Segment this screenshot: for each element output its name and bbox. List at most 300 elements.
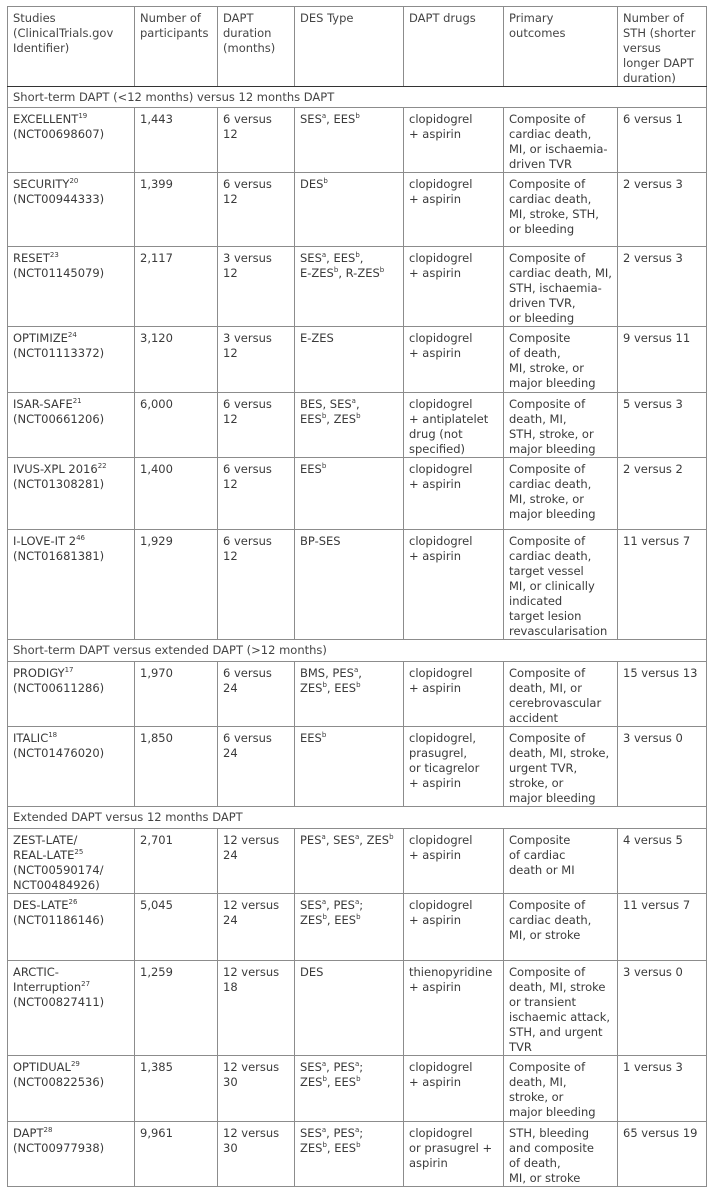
study-cell bbox=[8, 829, 135, 894]
des-type-text: ; ZES bbox=[300, 1060, 364, 1089]
dapt-drugs-value: clopidogrel + aspirin bbox=[409, 112, 473, 141]
header-sth: Number of STH (shorter versus longer DAPT duration) bbox=[618, 7, 707, 87]
footnote-marker bbox=[356, 1075, 360, 1083]
reference-number: 17 bbox=[64, 666, 74, 674]
sth-value: 6 versus 1 bbox=[623, 112, 683, 126]
section-row bbox=[8, 640, 707, 662]
sth-cell bbox=[618, 961, 707, 1056]
study-name: SECURITY bbox=[13, 177, 70, 191]
reference-number: 21 bbox=[72, 397, 82, 405]
reference-superscript bbox=[78, 112, 87, 120]
footnote-marker bbox=[356, 913, 360, 921]
section-title bbox=[8, 640, 707, 662]
primary-outcomes-value: Composite of death, MI, STH, stroke, or major bleeding bbox=[509, 397, 596, 456]
duration-cell bbox=[218, 173, 295, 247]
header-row bbox=[8, 7, 707, 87]
duration-cell bbox=[218, 662, 295, 727]
footnote-letter: b bbox=[333, 266, 339, 274]
footnote-letter: b bbox=[322, 913, 327, 921]
section-row bbox=[8, 807, 707, 829]
footnote-letter: a bbox=[321, 1060, 327, 1068]
dapt-drugs-value: clopidogrel + aspirin bbox=[409, 898, 473, 927]
participants-cell bbox=[135, 458, 218, 530]
reference-superscript bbox=[73, 397, 82, 405]
trial-identifier: (NCT00611286) bbox=[13, 681, 105, 695]
primary-outcomes-cell bbox=[504, 662, 618, 727]
des-type-text: E-ZES bbox=[300, 331, 334, 345]
footnote-letter: b bbox=[356, 1075, 361, 1083]
table-row bbox=[8, 829, 707, 894]
des-type-cell bbox=[295, 173, 404, 247]
footnote-letter: b bbox=[321, 462, 327, 470]
participants-value: 5,045 bbox=[140, 898, 173, 912]
trial-identifier: (NCT01681381) bbox=[13, 549, 105, 563]
primary-outcomes-value: Composite of death, MI, or cerebrovascular accident bbox=[509, 666, 602, 725]
sth-value: 2 versus 3 bbox=[623, 177, 683, 191]
reference-superscript bbox=[76, 534, 85, 542]
sth-cell bbox=[618, 662, 707, 727]
sth-value: 4 versus 5 bbox=[623, 833, 683, 847]
footnote-letter: b bbox=[379, 266, 385, 274]
footnote-letter: a bbox=[321, 898, 327, 906]
footnote-letter: b bbox=[322, 681, 327, 689]
study-cell bbox=[8, 662, 135, 727]
study-name: PRODIGY bbox=[13, 666, 65, 680]
des-type-text: SES bbox=[300, 251, 322, 265]
participants-value: 1,400 bbox=[140, 462, 173, 476]
reference-superscript bbox=[74, 848, 83, 856]
study-cell bbox=[8, 1056, 135, 1122]
sth-cell bbox=[618, 530, 707, 640]
participants-value: 1,385 bbox=[140, 1060, 173, 1074]
table-row bbox=[8, 393, 707, 458]
primary-outcomes-value: Composite of death, MI, stroke, or major bleeding bbox=[509, 1060, 596, 1119]
footnote-marker bbox=[322, 462, 326, 470]
des-type-cell bbox=[295, 108, 404, 173]
section-title-text: Extended DAPT versus 12 months DAPT bbox=[13, 810, 243, 824]
table-row bbox=[8, 327, 707, 393]
header-studies: Studies (ClinicalTrials.gov Identifier) bbox=[8, 7, 135, 87]
study-name: DES-LATE bbox=[13, 898, 69, 912]
des-type-cell bbox=[295, 458, 404, 530]
participants-cell bbox=[135, 247, 218, 327]
reference-number: 20 bbox=[69, 177, 79, 185]
reference-superscript bbox=[65, 666, 74, 674]
dapt-drugs-cell bbox=[404, 108, 504, 173]
participants-cell bbox=[135, 108, 218, 173]
primary-outcomes-cell bbox=[504, 247, 618, 327]
primary-outcomes-value: Composite of cardiac death, MI, stroke, or major bleeding bbox=[509, 462, 596, 521]
study-name: DAPT bbox=[13, 1126, 44, 1140]
duration-value: 6 versus 24 bbox=[223, 731, 272, 760]
table-row bbox=[8, 1056, 707, 1122]
des-type-text: , R-ZES bbox=[338, 266, 380, 280]
study-cell bbox=[8, 727, 135, 807]
table-row bbox=[8, 247, 707, 327]
reference-number: 28 bbox=[43, 1126, 53, 1134]
des-type-cell bbox=[295, 727, 404, 807]
des-type-cell bbox=[295, 829, 404, 894]
primary-outcomes-cell bbox=[504, 961, 618, 1056]
reference-superscript bbox=[69, 177, 78, 185]
primary-outcomes-cell bbox=[504, 458, 618, 530]
duration-value: 6 versus 12 bbox=[223, 462, 272, 491]
sth-cell bbox=[618, 247, 707, 327]
dapt-drugs-value: clopidogrel + aspirin bbox=[409, 251, 473, 280]
des-type-cell bbox=[295, 530, 404, 640]
des-type-cell bbox=[295, 1122, 404, 1187]
footnote-marker bbox=[322, 731, 326, 739]
des-type-cell bbox=[295, 327, 404, 393]
primary-outcomes-cell bbox=[504, 108, 618, 173]
duration-cell bbox=[218, 1122, 295, 1187]
des-type-text: BES, SES bbox=[300, 397, 352, 411]
footnote-letter: a bbox=[354, 1060, 360, 1068]
table-row bbox=[8, 662, 707, 727]
study-name: I-LOVE-IT 2 bbox=[13, 534, 77, 548]
sth-value: 3 versus 0 bbox=[623, 731, 683, 745]
primary-outcomes-cell bbox=[504, 894, 618, 961]
duration-cell bbox=[218, 327, 295, 393]
participants-value: 3,120 bbox=[140, 331, 173, 345]
dapt-drugs-value: thienopyridine + aspirin bbox=[409, 965, 493, 994]
section-title-text: Short-term DAPT (<12 months) versus 12 months DAPT bbox=[13, 90, 335, 104]
duration-value: 6 versus 12 bbox=[223, 534, 272, 563]
sth-value: 2 versus 2 bbox=[623, 462, 683, 476]
study-name: RESET bbox=[13, 251, 50, 265]
des-type-text: , SES bbox=[325, 833, 355, 847]
duration-value: 12 versus 24 bbox=[223, 833, 280, 862]
des-type-text: DES bbox=[300, 177, 324, 191]
des-type-text: SES bbox=[300, 898, 322, 912]
des-type-text: , EES bbox=[326, 1075, 357, 1089]
sth-cell bbox=[618, 1056, 707, 1122]
trial-identifier: (NCT01145079) bbox=[13, 266, 105, 280]
table-row bbox=[8, 961, 707, 1056]
duration-cell bbox=[218, 829, 295, 894]
des-type-text: , E-ZES bbox=[300, 251, 364, 280]
table-row bbox=[8, 530, 707, 640]
reference-number: 24 bbox=[67, 331, 77, 339]
section-title bbox=[8, 87, 707, 108]
reference-number: 23 bbox=[49, 251, 59, 259]
des-type-text: PES bbox=[300, 833, 322, 847]
sth-cell bbox=[618, 1122, 707, 1187]
duration-cell bbox=[218, 108, 295, 173]
participants-cell bbox=[135, 327, 218, 393]
primary-outcomes-cell bbox=[504, 173, 618, 247]
participants-value: 1,970 bbox=[140, 666, 173, 680]
header-duration: DAPT duration (months) bbox=[218, 7, 295, 87]
dapt-drugs-value: clopidogrel + aspirin bbox=[409, 534, 473, 563]
des-type-text: , EES bbox=[326, 681, 357, 695]
des-type-text: , PES bbox=[326, 1060, 355, 1074]
study-name: EXCELLENT bbox=[13, 112, 79, 126]
footnote-marker bbox=[356, 1141, 360, 1149]
duration-value: 6 versus 12 bbox=[223, 112, 272, 141]
sth-value: 65 versus 19 bbox=[623, 1126, 698, 1140]
dapt-drugs-cell bbox=[404, 727, 504, 807]
sth-cell bbox=[618, 393, 707, 458]
study-name: OPTIDUAL bbox=[13, 1060, 71, 1074]
table-row bbox=[8, 1122, 707, 1187]
sth-value: 1 versus 3 bbox=[623, 1060, 683, 1074]
reference-number: 27 bbox=[81, 980, 91, 988]
primary-outcomes-cell bbox=[504, 327, 618, 393]
footnote-letter: b bbox=[322, 1141, 327, 1149]
reference-number: 26 bbox=[68, 898, 78, 906]
footnote-letter: b bbox=[356, 412, 361, 420]
dapt-drugs-value: clopidogrel + aspirin bbox=[409, 462, 473, 491]
primary-outcomes-cell bbox=[504, 393, 618, 458]
footnote-letter: a bbox=[321, 833, 326, 841]
trial-identifier: (NCT00944333) bbox=[13, 192, 105, 206]
footnote-marker bbox=[356, 412, 360, 420]
des-type-text: SES bbox=[300, 1060, 322, 1074]
table-row bbox=[8, 108, 707, 173]
des-type-text: , EES bbox=[326, 1141, 357, 1155]
dapt-drugs-cell bbox=[404, 458, 504, 530]
study-name: OPTIMIZE bbox=[13, 331, 68, 345]
sth-value: 9 versus 11 bbox=[623, 331, 691, 345]
reference-superscript bbox=[71, 1060, 80, 1068]
participants-cell bbox=[135, 173, 218, 247]
section-row bbox=[8, 87, 707, 108]
reference-superscript bbox=[98, 462, 107, 470]
study-cell bbox=[8, 108, 135, 173]
duration-cell bbox=[218, 530, 295, 640]
footnote-letter: a bbox=[354, 898, 360, 906]
dapt-drugs-cell bbox=[404, 894, 504, 961]
participants-value: 1,929 bbox=[140, 534, 173, 548]
trial-identifier: (NCT00590174/ NCT00484926) bbox=[13, 863, 104, 892]
dapt-drugs-cell bbox=[404, 1056, 504, 1122]
dapt-drugs-cell bbox=[404, 829, 504, 894]
des-type-text: BMS, PES bbox=[300, 666, 354, 680]
reference-number: 25 bbox=[74, 848, 84, 856]
study-cell bbox=[8, 173, 135, 247]
footnote-letter: b bbox=[355, 112, 360, 120]
footnote-letter: a bbox=[321, 112, 327, 120]
dapt-drugs-value: clopidogrel + antiplatelet drug (not specified) bbox=[409, 397, 489, 456]
trial-identifier: (NCT00977938) bbox=[13, 1141, 105, 1155]
study-cell bbox=[8, 961, 135, 1056]
header-des-type: DES Type bbox=[295, 7, 404, 87]
primary-outcomes-value: Composite of death, MI, stroke, urgent TVR, stroke, or major bleeding bbox=[509, 731, 610, 805]
duration-value: 12 versus 18 bbox=[223, 965, 280, 994]
des-type-cell bbox=[295, 961, 404, 1056]
sth-cell bbox=[618, 829, 707, 894]
participants-cell bbox=[135, 727, 218, 807]
footnote-letter: a bbox=[321, 1126, 327, 1134]
dapt-drugs-value: clopidogrel, prasugrel, or ticagrelor + aspirin bbox=[409, 731, 480, 790]
participants-cell bbox=[135, 662, 218, 727]
participants-value: 1,399 bbox=[140, 177, 173, 191]
footnote-letter: b bbox=[355, 251, 360, 259]
duration-cell bbox=[218, 1056, 295, 1122]
dapt-drugs-value: clopidogrel or prasugrel + aspirin bbox=[409, 1126, 493, 1170]
dapt-drugs-value: clopidogrel + aspirin bbox=[409, 1060, 473, 1089]
table-row bbox=[8, 173, 707, 247]
des-type-cell bbox=[295, 662, 404, 727]
des-type-cell bbox=[295, 247, 404, 327]
primary-outcomes-value: Composite of cardiac death or MI bbox=[509, 833, 575, 877]
primary-outcomes-cell bbox=[504, 727, 618, 807]
participants-cell bbox=[135, 393, 218, 458]
footnote-marker bbox=[389, 833, 393, 841]
duration-cell bbox=[218, 458, 295, 530]
duration-value: 3 versus 12 bbox=[223, 331, 272, 360]
footnote-letter: a bbox=[355, 833, 360, 841]
dapt-drugs-value: clopidogrel + aspirin bbox=[409, 833, 473, 862]
des-type-text: , ZES bbox=[326, 412, 357, 426]
table-body bbox=[8, 87, 707, 1187]
study-name: ARCTIC- Interruption bbox=[13, 965, 82, 994]
table-row bbox=[8, 727, 707, 807]
section-title bbox=[8, 807, 707, 829]
reference-superscript bbox=[81, 980, 90, 988]
des-type-text: , EES bbox=[326, 913, 357, 927]
footnote-marker bbox=[323, 177, 327, 185]
sth-cell bbox=[618, 727, 707, 807]
sth-cell bbox=[618, 458, 707, 530]
participants-value: 1,850 bbox=[140, 731, 173, 745]
sth-value: 5 versus 3 bbox=[623, 397, 683, 411]
duration-value: 6 versus 24 bbox=[223, 666, 272, 695]
dapt-trials-table bbox=[7, 6, 707, 1187]
des-type-text: , ZES bbox=[359, 833, 390, 847]
study-name: IVUS-XPL 2016 bbox=[13, 462, 98, 476]
footnote-letter: b bbox=[323, 177, 328, 185]
dapt-drugs-cell bbox=[404, 327, 504, 393]
header-dapt-drugs: DAPT drugs bbox=[404, 7, 504, 87]
trial-identifier: (NCT00827411) bbox=[13, 995, 105, 1009]
dapt-drugs-cell bbox=[404, 1122, 504, 1187]
primary-outcomes-value: Composite of cardiac death, MI, or ischaemia- driven TVR bbox=[509, 112, 608, 171]
dapt-drugs-cell bbox=[404, 530, 504, 640]
footnote-letter: b bbox=[389, 833, 394, 841]
des-type-text: EES bbox=[300, 731, 322, 745]
sth-cell bbox=[618, 108, 707, 173]
participants-value: 2,117 bbox=[140, 251, 173, 265]
des-type-text: SES bbox=[300, 1126, 322, 1140]
study-name: ISAR-SAFE bbox=[13, 397, 73, 411]
reference-superscript bbox=[50, 251, 59, 259]
primary-outcomes-value: Composite of cardiac death, target vessel MI, or clinically indicated target lesion revascularisation bbox=[509, 534, 608, 638]
footnote-letter: a bbox=[354, 1126, 360, 1134]
footnote-letter: a bbox=[351, 397, 356, 405]
duration-value: 12 versus 24 bbox=[223, 898, 280, 927]
participants-value: 2,701 bbox=[140, 833, 173, 847]
participants-value: 1,259 bbox=[140, 965, 173, 979]
study-cell bbox=[8, 1122, 135, 1187]
trial-identifier: (NCT01476020) bbox=[13, 746, 105, 760]
study-cell bbox=[8, 458, 135, 530]
sth-cell bbox=[618, 173, 707, 247]
study-cell bbox=[8, 530, 135, 640]
participants-value: 9,961 bbox=[140, 1126, 173, 1140]
study-cell bbox=[8, 247, 135, 327]
des-type-text: , ZES bbox=[300, 666, 362, 695]
dapt-drugs-value: clopidogrel + aspirin bbox=[409, 177, 473, 206]
trial-identifier: (NCT00698607) bbox=[13, 127, 105, 141]
primary-outcomes-cell bbox=[504, 829, 618, 894]
primary-outcomes-value: Composite of death, MI, stroke, or major bleeding bbox=[509, 331, 596, 390]
trial-identifier: (NCT00661206) bbox=[13, 412, 105, 426]
footnote-letter: b bbox=[321, 412, 327, 420]
dapt-drugs-cell bbox=[404, 662, 504, 727]
footnote-marker bbox=[380, 266, 384, 274]
duration-cell bbox=[218, 727, 295, 807]
sth-value: 11 versus 7 bbox=[623, 898, 691, 912]
primary-outcomes-value: STH, bleeding and composite of death, MI, or stroke bbox=[509, 1126, 594, 1185]
des-type-text: , EES bbox=[326, 251, 356, 265]
header-primary-outcomes: Primary outcomes bbox=[504, 7, 618, 87]
primary-outcomes-value: Composite of cardiac death, MI, stroke, STH, or bleeding bbox=[509, 177, 599, 236]
study-name: ZEST-LATE/ REAL-LATE bbox=[13, 833, 78, 862]
footnote-letter: b bbox=[356, 913, 361, 921]
study-cell bbox=[8, 327, 135, 393]
section-title-text: Short-term DAPT versus extended DAPT (>12 months) bbox=[13, 643, 327, 657]
duration-value: 3 versus 12 bbox=[223, 251, 272, 280]
participants-value: 6,000 bbox=[140, 397, 173, 411]
study-cell bbox=[8, 393, 135, 458]
study-name: ITALIC bbox=[13, 731, 49, 745]
des-type-text: , PES bbox=[326, 898, 355, 912]
des-type-text: , EES bbox=[326, 112, 356, 126]
footnote-letter: b bbox=[356, 681, 361, 689]
duration-value: 12 versus 30 bbox=[223, 1126, 280, 1155]
reference-number: 18 bbox=[48, 731, 58, 739]
reference-number: 19 bbox=[78, 112, 88, 120]
duration-cell bbox=[218, 961, 295, 1056]
primary-outcomes-cell bbox=[504, 1056, 618, 1122]
participants-cell bbox=[135, 530, 218, 640]
reference-superscript bbox=[48, 731, 57, 739]
footnote-letter: b bbox=[322, 1075, 327, 1083]
footnote-letter: b bbox=[356, 1141, 361, 1149]
sth-cell bbox=[618, 894, 707, 961]
des-type-text: BP-SES bbox=[300, 534, 341, 548]
des-type-text: , EES bbox=[300, 397, 360, 426]
participants-cell bbox=[135, 961, 218, 1056]
sth-value: 3 versus 0 bbox=[623, 965, 683, 979]
duration-cell bbox=[218, 894, 295, 961]
des-type-text: , PES bbox=[326, 1126, 355, 1140]
reference-number: 29 bbox=[70, 1060, 80, 1068]
sth-value: 11 versus 7 bbox=[623, 534, 691, 548]
participants-cell bbox=[135, 1122, 218, 1187]
participants-cell bbox=[135, 894, 218, 961]
sth-value: 2 versus 3 bbox=[623, 251, 683, 265]
reference-superscript bbox=[68, 331, 77, 339]
dapt-drugs-cell bbox=[404, 247, 504, 327]
footnote-marker bbox=[356, 681, 360, 689]
primary-outcomes-value: Composite of cardiac death, MI, STH, ischaemia- driven TVR, or bleeding bbox=[509, 251, 612, 325]
table-row bbox=[8, 458, 707, 530]
header-participants: Number of participants bbox=[135, 7, 218, 87]
trial-identifier: (NCT01113372) bbox=[13, 346, 105, 360]
des-type-text: ; ZES bbox=[300, 898, 364, 927]
duration-value: 6 versus 12 bbox=[223, 397, 272, 426]
table-row bbox=[8, 894, 707, 961]
trial-identifier: (NCT01186146) bbox=[13, 913, 105, 927]
duration-value: 12 versus 30 bbox=[223, 1060, 280, 1089]
primary-outcomes-value: Composite of death, MI, stroke or transient ischaemic attack, STH, and urgent TVR bbox=[509, 965, 611, 1054]
trial-identifier: (NCT01308281) bbox=[13, 477, 105, 491]
des-type-text: SES bbox=[300, 112, 322, 126]
duration-cell bbox=[218, 247, 295, 327]
